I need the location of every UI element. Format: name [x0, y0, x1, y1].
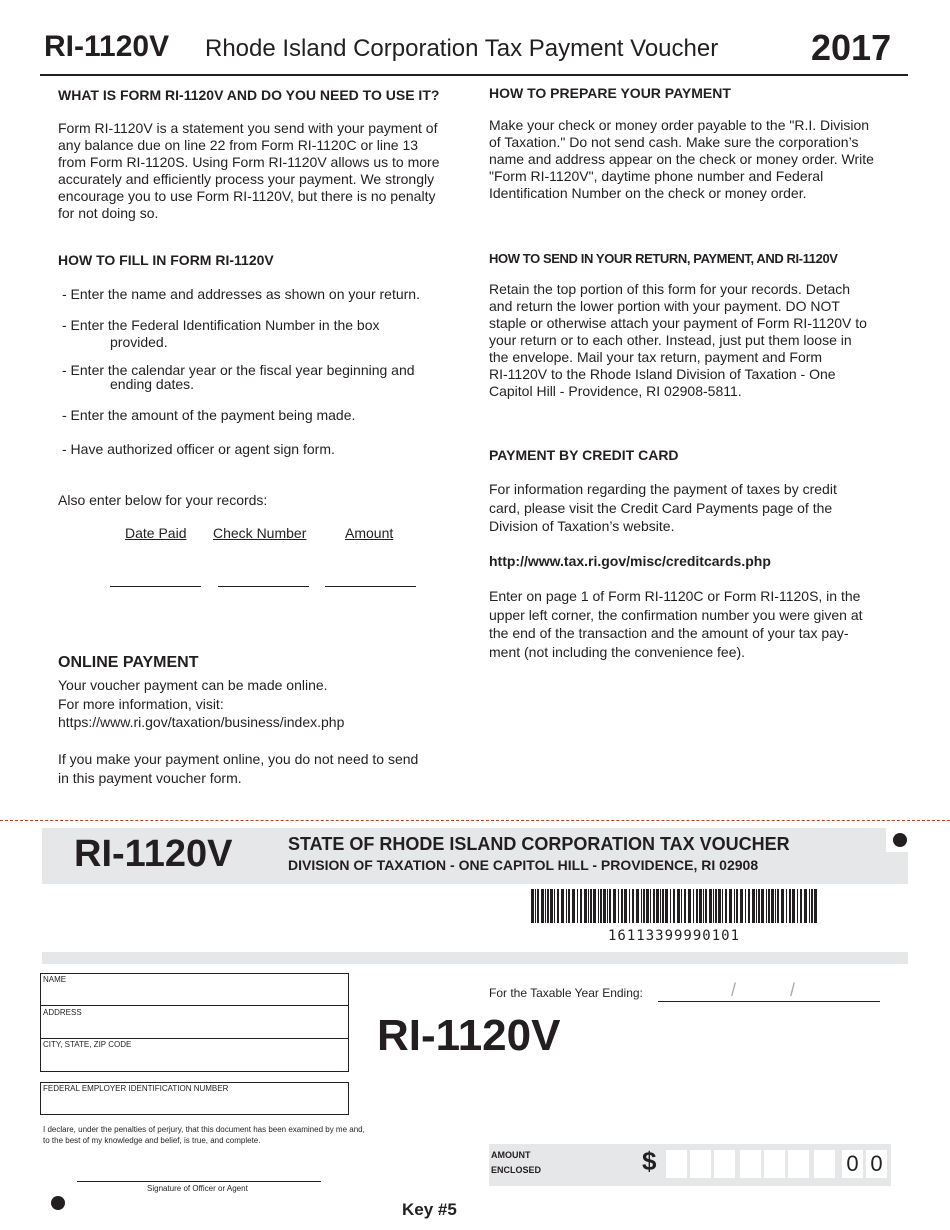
taxable-year-field[interactable] [658, 1001, 880, 1002]
barcode-number: 16113399990101 [608, 928, 741, 944]
fein-label: FEDERAL EMPLOYER IDENTIFICATION NUMBER [43, 1084, 229, 1093]
online-line: in this payment voucher form. [58, 769, 242, 786]
prepare-line: Make your check or money order payable to the "R.I. Division [489, 117, 870, 133]
dollar-sign: $ [642, 1146, 657, 1176]
amount-digit-cell[interactable] [666, 1150, 687, 1178]
send-line: the envelope. Mail your tax return, payment and Form [489, 349, 823, 365]
what-heading: WHAT IS FORM RI-1120V AND DO YOU NEED TO USE IT? [58, 87, 440, 103]
field-divider [40, 1005, 349, 1006]
taxable-year-label: For the Taxable Year Ending: [489, 986, 643, 1000]
records-date-paid-header: Date Paid [125, 525, 187, 541]
voucher-divider-bar [42, 952, 908, 964]
online-line: Your voucher payment can be made online. [58, 677, 328, 693]
fill-bullet: - Enter the calendar year or the fiscal year beginning and [62, 362, 415, 378]
confirm-line: upper left corner, the confirmation number you were given at [489, 606, 863, 623]
amount-digit-cell[interactable] [788, 1150, 809, 1178]
records-date-paid-line[interactable] [110, 586, 201, 587]
send-line: Capitol Hill - Providence, RI 02908-5811. [489, 383, 742, 399]
prepare-line: Identification Number on the check or money order. [489, 185, 807, 201]
city-state-zip-field[interactable] [41, 1051, 347, 1071]
online-url[interactable]: https://www.ri.gov/taxation/business/index.php [58, 714, 345, 730]
records-check-number-line[interactable] [218, 586, 309, 587]
records-amount-line[interactable] [325, 586, 416, 587]
card-paragraph [489, 480, 883, 536]
send-line: and return the lower portion with your payment. DO NOT [489, 298, 840, 314]
prepare-line: of Taxation." Do not send cash. Make sure the corporation’s [489, 134, 859, 150]
records-check-number-header: Check Number [213, 525, 307, 541]
amount-label: AMOUNT [491, 1150, 531, 1160]
what-line: Form RI-1120V is a statement you send with your payment of [58, 120, 438, 136]
city-state-zip-label: CITY, STATE, ZIP CODE [43, 1040, 132, 1049]
amount-digit-cell[interactable] [764, 1150, 785, 1178]
send-line: RI-1120V to the Rhode Island Division of Taxation - One [489, 366, 836, 382]
online-paragraph [58, 676, 418, 787]
fein-field[interactable] [41, 1095, 347, 1114]
amount-digit-cell[interactable] [740, 1150, 761, 1178]
records-intro: Also enter below for your records: [58, 492, 268, 508]
online-line: For more information, visit: [58, 695, 224, 712]
card-heading: PAYMENT BY CREDIT CARD [489, 447, 679, 463]
registration-dot-icon [893, 833, 907, 847]
card-line: Division of Taxation’s website. [489, 518, 675, 534]
voucher-title: STATE OF RHODE ISLAND CORPORATION TAX VOUCHER [288, 834, 790, 854]
declaration-line: I declare, under the penalties of perjury, that this document has been examined by me and, [43, 1125, 365, 1134]
amount-digit-cell[interactable] [714, 1150, 735, 1178]
send-line: your return or to each other. Instead, just put them loose in [489, 332, 852, 348]
signature-label: Signature of Officer or Agent [147, 1184, 248, 1193]
field-divider [40, 1038, 349, 1039]
registration-dot-icon [51, 1196, 65, 1210]
confirm-line: ment (not including the convenience fee). [489, 643, 746, 660]
address-label: ADDRESS [43, 1008, 82, 1017]
form-id: RI-1120V [44, 30, 170, 63]
what-line: for not doing so. [58, 205, 159, 221]
voucher-form-id: RI-1120V [74, 833, 233, 875]
confirm-paragraph [489, 587, 883, 661]
header-rule [40, 74, 908, 76]
barcode-icon [531, 889, 817, 923]
name-field[interactable] [41, 986, 347, 1004]
prepare-paragraph [489, 117, 883, 202]
fill-bullet-cont: provided. [110, 334, 168, 350]
confirm-line: Enter on page 1 of Form RI-1120C or Form RI-1120S, in the [489, 588, 861, 604]
what-paragraph [58, 120, 445, 222]
amount-label: ENCLOSED [491, 1165, 542, 1175]
what-line: any balance due on line 22 from Form RI-1120C or line 13 [58, 137, 419, 153]
fill-bullet: - Enter the amount of the payment being made. [62, 407, 356, 423]
key-number: Key #5 [402, 1200, 457, 1219]
what-line: accurately and efficiently process your payment. We strongly [58, 171, 435, 187]
confirm-line: the end of the transaction and the amount of your tax pay- [489, 625, 849, 641]
fill-bullet: - Enter the Federal Identification Number in the box [62, 317, 380, 333]
amount-cents-cell: 0 [842, 1150, 863, 1178]
card-url[interactable]: http://www.tax.ri.gov/misc/creditcards.php [489, 553, 771, 569]
voucher-big-form-id: RI-1120V [377, 1011, 561, 1060]
send-heading: HOW TO SEND IN YOUR RETURN, PAYMENT, AND RI-1120V [489, 251, 838, 266]
amount-digit-cell[interactable] [814, 1150, 835, 1178]
voucher-subtitle: DIVISION OF TAXATION - ONE CAPITOL HILL - PROVIDENCE, RI 02908 [288, 857, 759, 873]
name-label: NAME [43, 975, 67, 984]
what-line: encourage you to use Form RI-1120V, but there is no penalty [58, 188, 436, 204]
fill-heading: HOW TO FILL IN FORM RI-1120V [58, 252, 274, 268]
fill-bullet-cont: ending dates. [110, 376, 195, 392]
card-line: card, please visit the Credit Card Payments page of the [489, 499, 833, 516]
date-separator: / [731, 980, 737, 1000]
online-line: If you make your payment online, you do not need to send [58, 751, 419, 767]
date-separator: / [790, 980, 796, 1000]
address-field[interactable] [41, 1019, 347, 1037]
prepare-line: "Form RI-1120V", daytime phone number and Federal [489, 168, 824, 184]
what-line: from Form RI-1120S. Using Form RI-1120V allows us to more [58, 154, 440, 170]
send-paragraph [489, 281, 883, 400]
prepare-line: name and address appear on the check or money order. Write [489, 151, 874, 167]
fill-bullet: - Have authorized officer or agent sign form. [62, 441, 335, 457]
send-line: Retain the top portion of this form for your records. Detach [489, 281, 851, 297]
amount-cents-cell: 0 [866, 1150, 887, 1178]
card-line: For information regarding the payment of taxes by credit [489, 481, 837, 497]
fill-bullet: - Enter the name and addresses as shown on your return. [62, 286, 420, 302]
tax-year: 2017 [811, 27, 892, 68]
prepare-heading: HOW TO PREPARE YOUR PAYMENT [489, 85, 731, 101]
page-title: Rhode Island Corporation Tax Payment Voucher [205, 35, 719, 62]
records-amount-header: Amount [345, 525, 394, 541]
declaration-line: to the best of my knowledge and belief, is true, and complete. [43, 1136, 261, 1145]
send-line: staple or otherwise attach your payment of Form RI-1120V to [489, 315, 867, 331]
detach-line [0, 820, 950, 821]
online-heading: ONLINE PAYMENT [58, 654, 199, 671]
amount-digit-cell[interactable] [690, 1150, 711, 1178]
signature-line[interactable] [77, 1181, 321, 1182]
